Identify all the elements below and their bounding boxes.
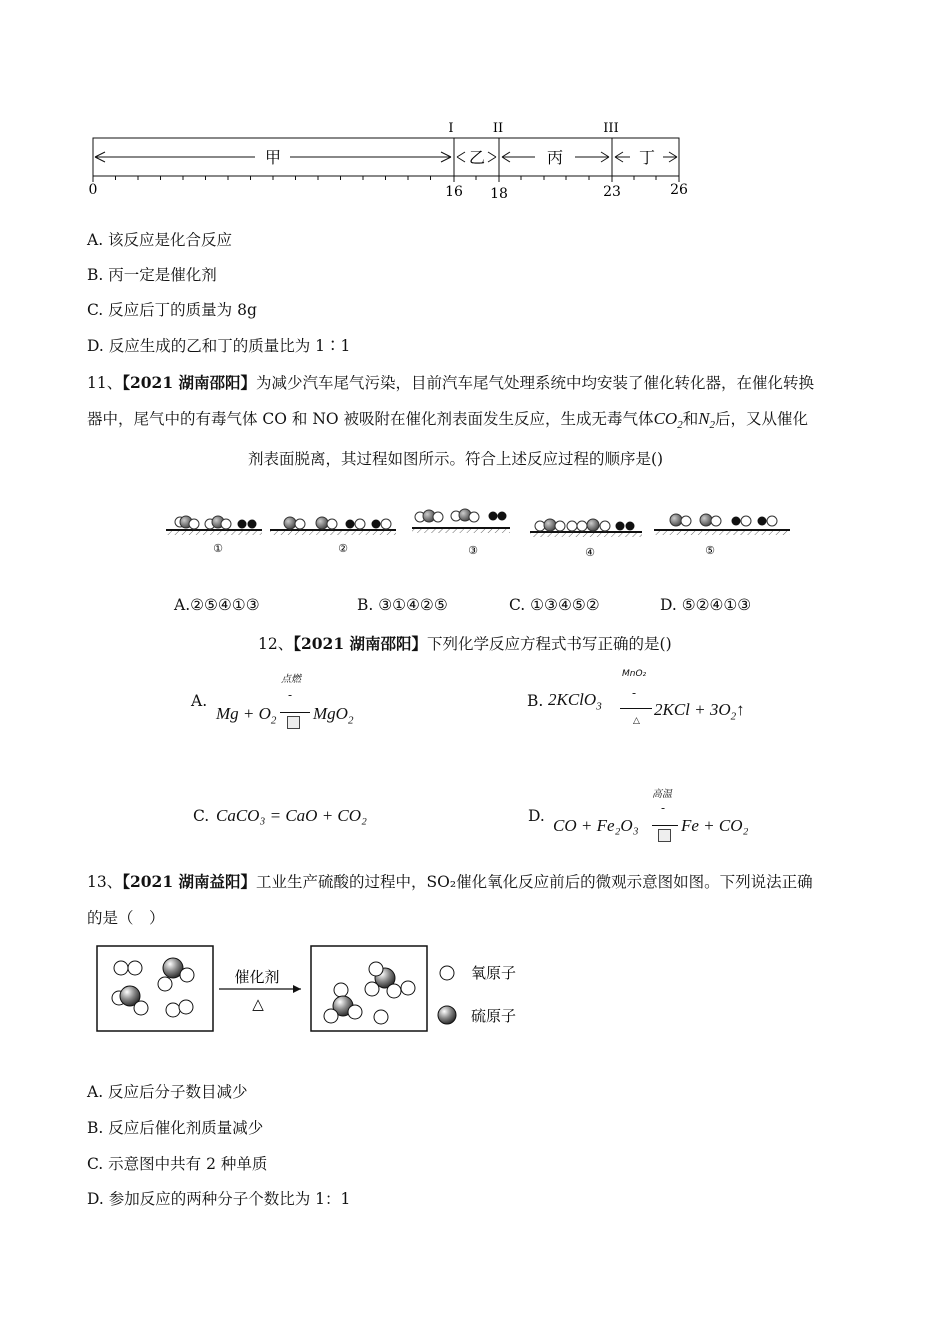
q11-text-3: 后，又从催化 [715,410,809,428]
q10-option-b[interactable]: B. 丙一定是催化剂 [87,266,217,284]
q12-b-delta: △ [633,716,640,726]
panel-5 [654,514,790,557]
q12-d-rhs: Fe + CO₂ [681,816,749,835]
segment-ding: 丁 [638,148,656,167]
q12-a-lhs-text: Mg + O [216,704,271,723]
tick-16: 16 [445,184,463,200]
q12-b-arrow: ↑ [736,700,745,719]
q10-option-c[interactable]: C. 反应后丁的质量为 8g [87,301,257,319]
panel-3 [412,509,510,557]
co2-formula: CO [653,409,678,428]
q12-b-rhs-text: 2KCl + 3O [654,700,731,719]
q12-b-rhs [654,700,745,722]
panel-label-2: ② [338,542,348,555]
q12-d-lhs: CO + Fe₂O₃ [553,816,639,835]
q13-text-1: 工业生产硫酸的过程中，SO₂催化氧化反应前后的微观示意图如图。下列说法正确 [256,873,813,891]
q13-option-a[interactable]: A. 反应后分子数目减少 [87,1083,248,1101]
q11-option-d[interactable]: D. ⑤②④①③ [660,596,752,614]
panel-label-4: ④ [585,546,595,559]
sulfur-legend-label: 硫原子 [471,1007,517,1025]
panel-label-1: ① [213,542,223,555]
tick-18: 18 [490,186,508,202]
q11-option-a[interactable]: A.②⑤④①③ [174,596,260,614]
q12-b-condition: MnO₂ [622,669,647,679]
q12-a-lhs-sub: 2 [270,714,277,727]
q12-b-lhs [548,690,602,712]
segment-jia: 甲 [264,148,282,167]
q12-option-d-label[interactable]: D. [528,807,545,825]
catalyst-surface-panels [160,500,800,562]
mass-ratio-figure [85,112,695,204]
q11-option-c[interactable]: C. ①③④⑤② [509,596,600,614]
q12-a-rhs [313,704,353,726]
q11-stem-line2 [87,407,808,431]
q12-stem [258,632,672,654]
marker-I: I [448,121,454,136]
q12-option-a-label[interactable]: A. [191,692,208,710]
segment-bing: 丙 [546,148,564,167]
q10-option-a[interactable]: A. 该反应是化合反应 [87,231,233,249]
q13-stem-line2: 的是（ ） [87,909,165,927]
panel-4 [530,519,642,559]
q12-d-bar [652,825,678,826]
q12-a-bar [280,712,310,713]
n2-formula: N [698,409,710,428]
q12-b-dash: - [632,686,637,700]
marker-III: III [603,121,619,136]
q11-stem-line3: 剂表面脱离，其过程如图所示。符合上述反应过程的顺序是() [248,450,664,468]
panel-label-3: ③ [468,544,478,557]
oxygen-legend-icon [440,966,454,980]
q12-b-lhs-sub: 3 [596,700,602,713]
q12-a-dash: - [288,688,293,702]
q11-text-2: 器中，尾气中的有毒气体 CO 和 NO 被吸附在催化剂表面发生反应，生成无毒气体 [87,410,654,428]
q11-stem-line1 [87,371,814,393]
q12-a-rhs-sub: 2 [347,714,354,727]
panel-1 [166,516,262,555]
tick-23: 23 [603,184,621,200]
n2-subscript: 2 [709,419,716,432]
q11-number: 11、 [87,374,123,392]
q11-option-b[interactable]: B. ③①④②⑤ [357,596,448,614]
tick-0: 0 [88,182,98,198]
q12-a-condition: 点燃 [281,674,301,685]
q13-option-d[interactable]: D. 参加反应的两种分子个数比为 1：1 [87,1190,351,1208]
q12-option-c-label[interactable]: C. [193,807,210,825]
oxygen-legend-label: 氧原子 [471,964,517,982]
q13-stem-line1 [87,870,813,892]
panel-label-5: ⑤ [705,544,715,557]
so2-oxidation-diagram [95,942,535,1036]
q12-a-lhs [216,704,276,726]
q12-a-rhs-text: MgO [313,704,348,723]
marker-II: II [492,121,504,136]
q12-b-lhs-text: 2KClO [548,690,597,709]
q12-a-box [287,716,300,729]
catalyst-label: 催化剂 [234,968,280,986]
sulfur-legend-icon [438,1006,456,1024]
tick-26: 26 [670,182,688,198]
q13-option-b[interactable]: B. 反应后催化剂质量减少 [87,1119,264,1137]
and-word: 和 [682,410,699,428]
q11-text-1: 为减少汽车尾气污染，目前汽车尾气处理系统中均安装了催化转化器，在催化转换 [256,374,815,392]
q12-option-b-label[interactable]: B. [527,692,544,710]
q10-option-d[interactable]: D. 反应生成的乙和丁的质量比为 1∶1 [87,337,351,355]
segment-yi: 乙 [468,148,486,167]
q11-source: 【2021 湖南邵阳】 [122,373,257,392]
q13-source: 【2021 湖南益阳】 [122,872,257,891]
q12-c-equation: CaCO₃ = CaO + CO₂ [216,806,367,825]
q13-option-c[interactable]: C. 示意图中共有 2 种单质 [87,1155,268,1173]
q12-b-bar [620,708,652,709]
co2-subscript: 2 [677,419,683,432]
q12-number: 12、 [258,635,294,653]
q12-d-dash: - [661,801,666,815]
q12-d-condition: 高温 [652,789,672,800]
q12-d-box [658,829,671,842]
q13-number: 13、 [87,873,123,891]
panel-2 [270,517,396,555]
heat-symbol: △ [252,995,264,1013]
q12-source: 【2021 湖南邵阳】 [293,634,428,653]
q12-b-rhs-sub: 2 [730,710,737,723]
q12-text: 下列化学反应方程式书写正确的是() [427,635,672,653]
